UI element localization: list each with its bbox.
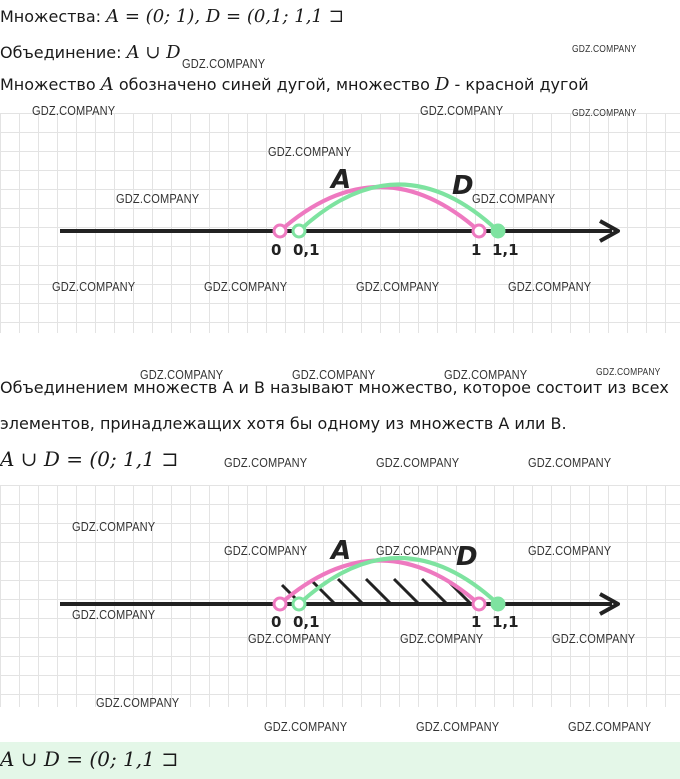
watermark: GDZ.COMPANY	[568, 719, 652, 734]
tick-label: 0,1	[293, 241, 320, 259]
watermark: GDZ.COMPANY	[96, 695, 180, 710]
answer-text: A ∪ D = (0; 1,1 ⊐	[0, 747, 179, 771]
sets-line	[0, 6, 344, 27]
point-0	[274, 225, 286, 237]
definition-line-2: элементов, принадлежащих хотя бы одному из множеств A или B.	[0, 414, 567, 433]
set-a-label: A	[331, 536, 352, 566]
watermark: GDZ.COMPANY	[596, 367, 661, 378]
set-a-arc	[280, 187, 479, 231]
watermark: GDZ.COMPANY	[552, 631, 636, 646]
watermark: GDZ.COMPANY	[472, 191, 556, 206]
watermark: GDZ.COMPANY	[224, 455, 308, 470]
watermark: GDZ.COMPANY	[224, 543, 308, 558]
set-a-label: A	[331, 165, 352, 195]
set-d-label: D	[452, 171, 474, 201]
point-1-1	[492, 225, 504, 237]
watermark: GDZ.COMPANY	[204, 279, 288, 294]
watermark: GDZ.COMPANY	[376, 455, 460, 470]
point-0-1	[293, 225, 305, 237]
watermark: GDZ.COMPANY	[376, 543, 460, 558]
tick-label: 0	[271, 613, 282, 631]
watermark: GDZ.COMPANY	[264, 719, 348, 734]
union-math: A ∪ D	[126, 42, 181, 63]
tick-label: 1	[471, 613, 482, 631]
watermark: GDZ.COMPANY	[32, 103, 116, 118]
note-line	[0, 74, 589, 95]
watermark: GDZ.COMPANY	[420, 103, 504, 118]
watermark: GDZ.COMPANY	[528, 543, 612, 558]
tick-label: 1	[471, 241, 482, 259]
union-label: Объединение:	[0, 43, 122, 62]
note-text-2: обозначено синей дугой, множество	[113, 75, 435, 94]
watermark: GDZ.COMPANY	[416, 719, 500, 734]
watermark: GDZ.COMPANY	[268, 144, 352, 159]
watermark: GDZ.COMPANY	[182, 56, 266, 71]
sets-label: Множества:	[0, 7, 102, 26]
watermark: GDZ.COMPANY	[572, 44, 637, 55]
watermark: GDZ.COMPANY	[400, 631, 484, 646]
union-line	[0, 42, 181, 63]
note-set-d: D	[434, 74, 450, 95]
set-a-arc	[280, 561, 479, 605]
watermark: GDZ.COMPANY	[52, 279, 136, 294]
watermark: GDZ.COMPANY	[116, 191, 200, 206]
point-1-1	[492, 598, 504, 610]
tick-label: 1,1	[492, 613, 519, 631]
watermark: GDZ.COMPANY	[292, 367, 376, 382]
watermark: GDZ.COMPANY	[248, 631, 332, 646]
watermark: GDZ.COMPANY	[72, 607, 156, 622]
watermark: GDZ.COMPANY	[444, 367, 528, 382]
watermark: GDZ.COMPANY	[140, 367, 224, 382]
union-result: A ∪ D = (0; 1,1 ⊐	[0, 447, 179, 471]
tick-label: 1,1	[492, 241, 519, 259]
point-0-1	[293, 598, 305, 610]
tick-label: 0,1	[293, 613, 320, 631]
sets-math: A = (0; 1), D = (0,1; 1,1 ⊐	[106, 6, 344, 27]
note-text-1: Множество	[0, 75, 101, 94]
watermark: GDZ.COMPANY	[72, 519, 156, 534]
note-set-a: A	[100, 74, 114, 95]
point-0	[274, 598, 286, 610]
set-d-label: D	[456, 542, 478, 572]
watermark: GDZ.COMPANY	[356, 279, 440, 294]
watermark: GDZ.COMPANY	[508, 279, 592, 294]
answer-box	[0, 742, 680, 779]
definition-line-1: Объединением множеств A и B называют множество, которое состоит из всех	[0, 378, 669, 397]
tick-label: 0	[271, 241, 282, 259]
point-1	[473, 598, 485, 610]
watermark: GDZ.COMPANY	[528, 455, 612, 470]
point-1	[473, 225, 485, 237]
note-text-3: - красной дугой	[449, 75, 589, 94]
watermark: GDZ.COMPANY	[572, 108, 637, 119]
